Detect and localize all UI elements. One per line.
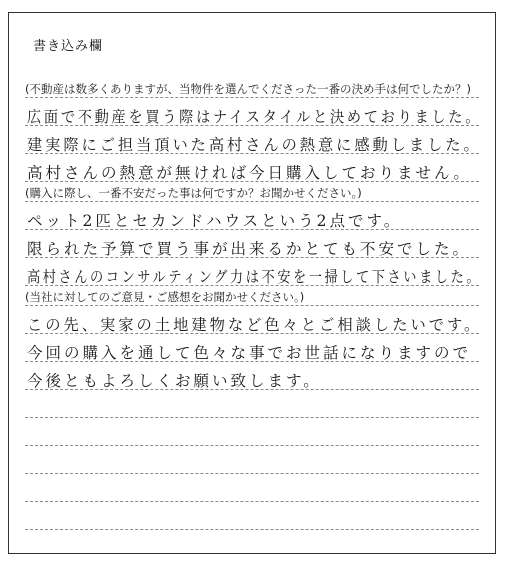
answer-2-line-3: 高村さんのコンサルティング力は不安を一掃して下さいました。 (27, 268, 483, 286)
rule-line (25, 257, 479, 258)
rule-line (25, 529, 479, 530)
rule-line (25, 361, 479, 362)
answer-3-line-1: この先、実家の土地建物など色々とご相談したいです。 (27, 316, 483, 334)
rule-line (25, 201, 479, 202)
rule-line (25, 501, 479, 502)
rule-line (25, 445, 479, 446)
questionnaire-sheet (8, 12, 496, 554)
answer-3-line-2: 今回の購入を通して色々な事でお世話になりますので (27, 344, 472, 362)
rule-line (25, 389, 479, 390)
rule-line (25, 153, 479, 154)
rule-line (25, 285, 479, 286)
question-1: (不動産は数多くありますが、当物件を選んでくださった一番の決め手は何でしたか？) (25, 82, 471, 96)
answer-1-line-3: 高村さんの熱意が無ければ今日購入しておりません。 (27, 164, 472, 182)
rule-line (25, 333, 479, 334)
answer-1-line-1: 広面で不動産を買う際はナイスタイルと決めておりました。 (27, 108, 483, 126)
rule-line (25, 473, 479, 474)
rule-line (25, 229, 479, 230)
question-2: (購入に際し、一番不安だった事は何ですか？お聞かせください。) (25, 186, 362, 200)
rule-line (25, 305, 479, 306)
rule-line (25, 181, 479, 182)
answer-3-line-3: 今後ともよろしくお願い致します。 (27, 372, 322, 390)
rule-line (25, 97, 479, 98)
form-title: 書き込み欄 (33, 39, 104, 54)
question-3: (当社に対してのご意見・ご感想をお聞かせください。) (25, 290, 305, 304)
answer-1-line-2: 建実際にご担当頂いた高村さんの熱意に感動しました。 (27, 136, 482, 154)
rule-line (25, 125, 479, 126)
answer-2-line-2: 限られた予算で買う事が出来るかとても不安でした。 (27, 240, 472, 258)
answer-2-line-1: ペット2匹とセカンドハウスという2点です。 (27, 212, 403, 230)
rule-line (25, 417, 479, 418)
